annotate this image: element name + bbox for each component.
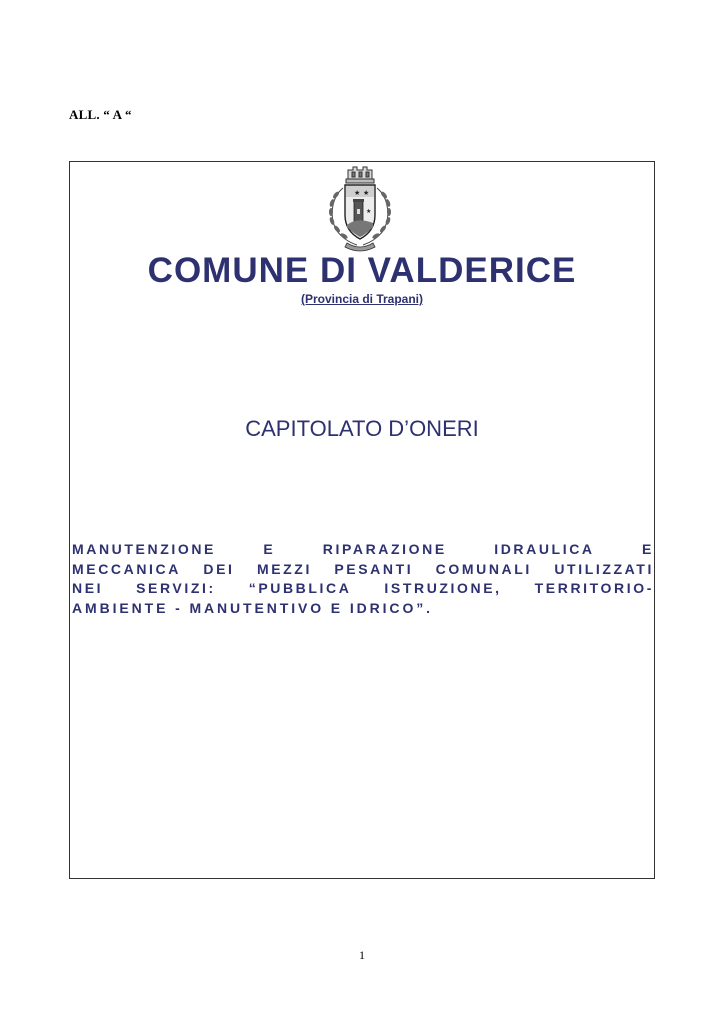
description-word: TERRITORIO-: [534, 580, 654, 596]
attachment-label: ALL. “ A “: [69, 107, 132, 122]
municipal-coat-of-arms-icon: [319, 163, 401, 253]
municipality-title: COMUNE DI VALDERICE: [147, 251, 577, 290]
description-line-4: AMBIENTE - MANUTENTIVO E IDRICO”.: [72, 599, 433, 616]
description-line-1: [72, 540, 654, 560]
svg-text:★: ★: [363, 189, 370, 197]
description-word: UTILIZZATI: [554, 560, 654, 577]
description-word: MANUTENZIONE: [72, 541, 216, 557]
description-line-2: [72, 560, 654, 580]
province-subtitle: (Provincia di Trapani): [300, 292, 424, 306]
document-description: [72, 540, 654, 618]
description-word: PESANTI: [334, 560, 414, 577]
description-word: E: [642, 541, 654, 557]
description-word: IDRAULICA: [494, 541, 595, 557]
description-word: MEZZI: [256, 560, 312, 577]
description-word: ISTRUZIONE,: [384, 580, 502, 596]
document-type-title: CAPITOLATO D’ONERI: [245, 416, 479, 441]
description-word: SERVIZI:: [136, 580, 216, 596]
description-word: E: [263, 541, 276, 557]
description-word: “PUBBLICA: [248, 580, 352, 596]
description-word: RIPARAZIONE: [322, 541, 447, 557]
svg-text:★: ★: [366, 208, 372, 215]
description-word: DEI: [203, 560, 235, 577]
description-word: NEI: [72, 580, 104, 596]
description-word: COMUNALI: [435, 560, 532, 577]
svg-text:★: ★: [354, 189, 361, 197]
description-word: MECCANICA: [72, 560, 181, 577]
page-number: 1: [359, 948, 365, 962]
description-line-3: [72, 579, 654, 599]
